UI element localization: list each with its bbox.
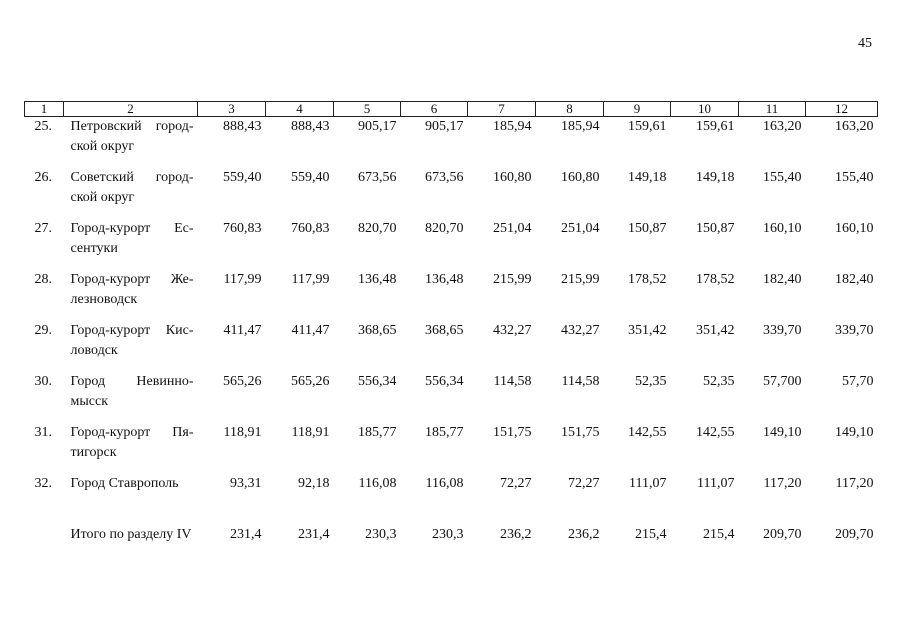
municipality-name-line2: ской округ xyxy=(70,190,135,205)
value-cell-col-10: 149,18 xyxy=(696,170,735,185)
column-header-8: 8 xyxy=(536,102,604,117)
value-cell-col-5: 116,08 xyxy=(358,476,397,491)
value-cell-col-3: 411,47 xyxy=(223,323,262,338)
total-value-col-11: 209,70 xyxy=(763,527,802,542)
value-cell-col-3: 117,99 xyxy=(223,272,262,287)
row-number: 30. xyxy=(34,374,52,389)
value-cell-col-12: 339,70 xyxy=(835,323,874,338)
value-cell-col-9: 52,35 xyxy=(635,374,667,389)
row-number: 25. xyxy=(34,119,52,134)
value-cell-col-12: 149,10 xyxy=(835,425,874,440)
value-cell-col-11: 163,20 xyxy=(763,119,802,134)
value-cell-col-5: 185,77 xyxy=(358,425,397,440)
value-cell-col-10: 178,52 xyxy=(696,272,735,287)
value-cell-col-6: 136,48 xyxy=(425,272,464,287)
row-number: 31. xyxy=(34,425,52,440)
value-cell-col-4: 118,91 xyxy=(291,425,330,440)
municipality-name-line2: мысск xyxy=(70,394,108,409)
total-value-col-10: 215,4 xyxy=(703,527,735,542)
value-cell-col-7: 160,80 xyxy=(493,170,532,185)
total-value-col-6: 230,3 xyxy=(432,527,464,542)
data-table-container xyxy=(24,101,877,549)
municipality-name xyxy=(64,423,198,474)
value-cell-col-9: 150,87 xyxy=(628,221,667,236)
value-cell-col-10: 351,42 xyxy=(696,323,735,338)
total-value-col-12: 209,70 xyxy=(835,527,874,542)
municipality-name xyxy=(64,117,198,169)
value-cell-col-11: 57,700 xyxy=(763,374,802,389)
value-cell-col-12: 182,40 xyxy=(835,272,874,287)
column-header-9: 9 xyxy=(604,102,671,117)
value-cell-col-8: 160,80 xyxy=(561,170,600,185)
table-body xyxy=(25,117,878,550)
value-cell-col-8: 432,27 xyxy=(561,323,600,338)
municipality-name-line2: лезноводск xyxy=(70,292,138,307)
municipality-name-line1: Город-курорт Пя- xyxy=(70,425,194,440)
value-cell-col-5: 820,70 xyxy=(358,221,397,236)
value-cell-col-4: 411,47 xyxy=(291,323,330,338)
data-table xyxy=(24,101,878,549)
page-number: 45 xyxy=(858,36,872,51)
value-cell-col-10: 159,61 xyxy=(696,119,735,134)
value-cell-col-7: 432,27 xyxy=(493,323,532,338)
table-row xyxy=(25,474,878,525)
value-cell-col-4: 760,83 xyxy=(291,221,330,236)
column-header-7: 7 xyxy=(468,102,536,117)
table-row xyxy=(25,219,878,270)
row-number: 28. xyxy=(34,272,52,287)
table-header xyxy=(25,102,878,117)
municipality-name-line2: сентуки xyxy=(70,241,118,256)
municipality-name xyxy=(64,219,198,270)
value-cell-col-9: 178,52 xyxy=(628,272,667,287)
total-row-number xyxy=(25,525,64,549)
value-cell-col-5: 556,34 xyxy=(358,374,397,389)
value-cell-col-6: 368,65 xyxy=(425,323,464,338)
total-value-col-9: 215,4 xyxy=(635,527,667,542)
row-number: 29. xyxy=(34,323,52,338)
total-row xyxy=(25,525,878,549)
value-cell-col-5: 673,56 xyxy=(358,170,397,185)
value-cell-col-8: 185,94 xyxy=(561,119,600,134)
value-cell-col-9: 111,07 xyxy=(629,476,667,491)
value-cell-col-3: 118,91 xyxy=(223,425,262,440)
column-header-6: 6 xyxy=(401,102,468,117)
value-cell-col-10: 111,07 xyxy=(697,476,735,491)
value-cell-col-5: 136,48 xyxy=(358,272,397,287)
value-cell-col-11: 160,10 xyxy=(763,221,802,236)
value-cell-col-7: 185,94 xyxy=(493,119,532,134)
value-cell-col-11: 117,20 xyxy=(763,476,802,491)
total-label: Итого по разделу IV xyxy=(70,527,192,542)
column-header-2: 2 xyxy=(64,102,198,117)
value-cell-col-9: 142,55 xyxy=(628,425,667,440)
value-cell-col-3: 559,40 xyxy=(223,170,262,185)
value-cell-col-5: 905,17 xyxy=(358,119,397,134)
municipality-name-line1: Город-курорт Кис- xyxy=(70,323,194,338)
table-row xyxy=(25,168,878,219)
total-value-col-7: 236,2 xyxy=(500,527,532,542)
total-value-col-4: 231,4 xyxy=(298,527,330,542)
value-cell-col-9: 149,18 xyxy=(628,170,667,185)
municipality-name-line1: Советский город- xyxy=(70,170,194,185)
value-cell-col-12: 160,10 xyxy=(835,221,874,236)
table-row xyxy=(25,321,878,372)
value-cell-col-4: 565,26 xyxy=(291,374,330,389)
table-row xyxy=(25,423,878,474)
value-cell-col-4: 559,40 xyxy=(291,170,330,185)
value-cell-col-8: 251,04 xyxy=(561,221,600,236)
municipality-name-line1: Город Ставрополь xyxy=(70,476,179,491)
value-cell-col-6: 185,77 xyxy=(425,425,464,440)
value-cell-col-11: 339,70 xyxy=(763,323,802,338)
column-header-5: 5 xyxy=(334,102,401,117)
municipality-name-line2: тигорск xyxy=(70,445,117,460)
value-cell-col-5: 368,65 xyxy=(358,323,397,338)
value-cell-col-11: 182,40 xyxy=(763,272,802,287)
value-cell-col-6: 905,17 xyxy=(425,119,464,134)
value-cell-col-10: 150,87 xyxy=(696,221,735,236)
value-cell-col-8: 114,58 xyxy=(561,374,600,389)
value-cell-col-7: 251,04 xyxy=(493,221,532,236)
row-number: 32. xyxy=(34,476,52,491)
column-header-1: 1 xyxy=(25,102,64,117)
value-cell-col-8: 215,99 xyxy=(561,272,600,287)
value-cell-col-3: 565,26 xyxy=(223,374,262,389)
value-cell-col-12: 117,20 xyxy=(835,476,874,491)
value-cell-col-9: 159,61 xyxy=(628,119,667,134)
column-header-12: 12 xyxy=(806,102,878,117)
value-cell-col-10: 142,55 xyxy=(696,425,735,440)
value-cell-col-11: 149,10 xyxy=(763,425,802,440)
municipality-name-line1: Город-курорт Ес- xyxy=(70,221,194,236)
value-cell-col-9: 351,42 xyxy=(628,323,667,338)
value-cell-col-8: 72,27 xyxy=(568,476,600,491)
value-cell-col-4: 888,43 xyxy=(291,119,330,134)
value-cell-col-6: 820,70 xyxy=(425,221,464,236)
municipality-name-line2: ской округ xyxy=(70,139,135,154)
value-cell-col-3: 760,83 xyxy=(223,221,262,236)
value-cell-col-6: 673,56 xyxy=(425,170,464,185)
value-cell-col-7: 151,75 xyxy=(493,425,532,440)
municipality-name-line1: Город-курорт Же- xyxy=(70,272,194,287)
total-value-col-8: 236,2 xyxy=(568,527,600,542)
value-cell-col-7: 72,27 xyxy=(500,476,532,491)
value-cell-col-12: 155,40 xyxy=(835,170,874,185)
total-value-col-3: 231,4 xyxy=(230,527,262,542)
column-header-10: 10 xyxy=(671,102,739,117)
value-cell-col-3: 93,31 xyxy=(230,476,262,491)
table-row xyxy=(25,372,878,423)
municipality-name xyxy=(64,321,198,372)
table-row xyxy=(25,270,878,321)
value-cell-col-8: 151,75 xyxy=(561,425,600,440)
column-header-4: 4 xyxy=(266,102,334,117)
value-cell-col-6: 116,08 xyxy=(425,476,464,491)
value-cell-col-4: 92,18 xyxy=(298,476,330,491)
column-header-3: 3 xyxy=(198,102,266,117)
municipality-name xyxy=(64,372,198,423)
total-value-col-5: 230,3 xyxy=(365,527,397,542)
value-cell-col-11: 155,40 xyxy=(763,170,802,185)
value-cell-col-7: 215,99 xyxy=(493,272,532,287)
header-row xyxy=(25,102,878,117)
value-cell-col-7: 114,58 xyxy=(493,374,532,389)
table-row xyxy=(25,117,878,169)
municipality-name-line2: ловодск xyxy=(70,343,118,358)
row-number: 27. xyxy=(34,221,52,236)
municipality-name-line1: Город Невинно- xyxy=(70,374,194,389)
municipality-name xyxy=(64,474,198,525)
column-header-11: 11 xyxy=(739,102,806,117)
value-cell-col-10: 52,35 xyxy=(703,374,735,389)
municipality-name xyxy=(64,168,198,219)
value-cell-col-4: 117,99 xyxy=(291,272,330,287)
value-cell-col-3: 888,43 xyxy=(223,119,262,134)
value-cell-col-12: 163,20 xyxy=(835,119,874,134)
value-cell-col-6: 556,34 xyxy=(425,374,464,389)
municipality-name xyxy=(64,270,198,321)
row-number: 26. xyxy=(34,170,52,185)
value-cell-col-12: 57,70 xyxy=(842,374,874,389)
municipality-name-line1: Петровский город- xyxy=(70,119,194,134)
